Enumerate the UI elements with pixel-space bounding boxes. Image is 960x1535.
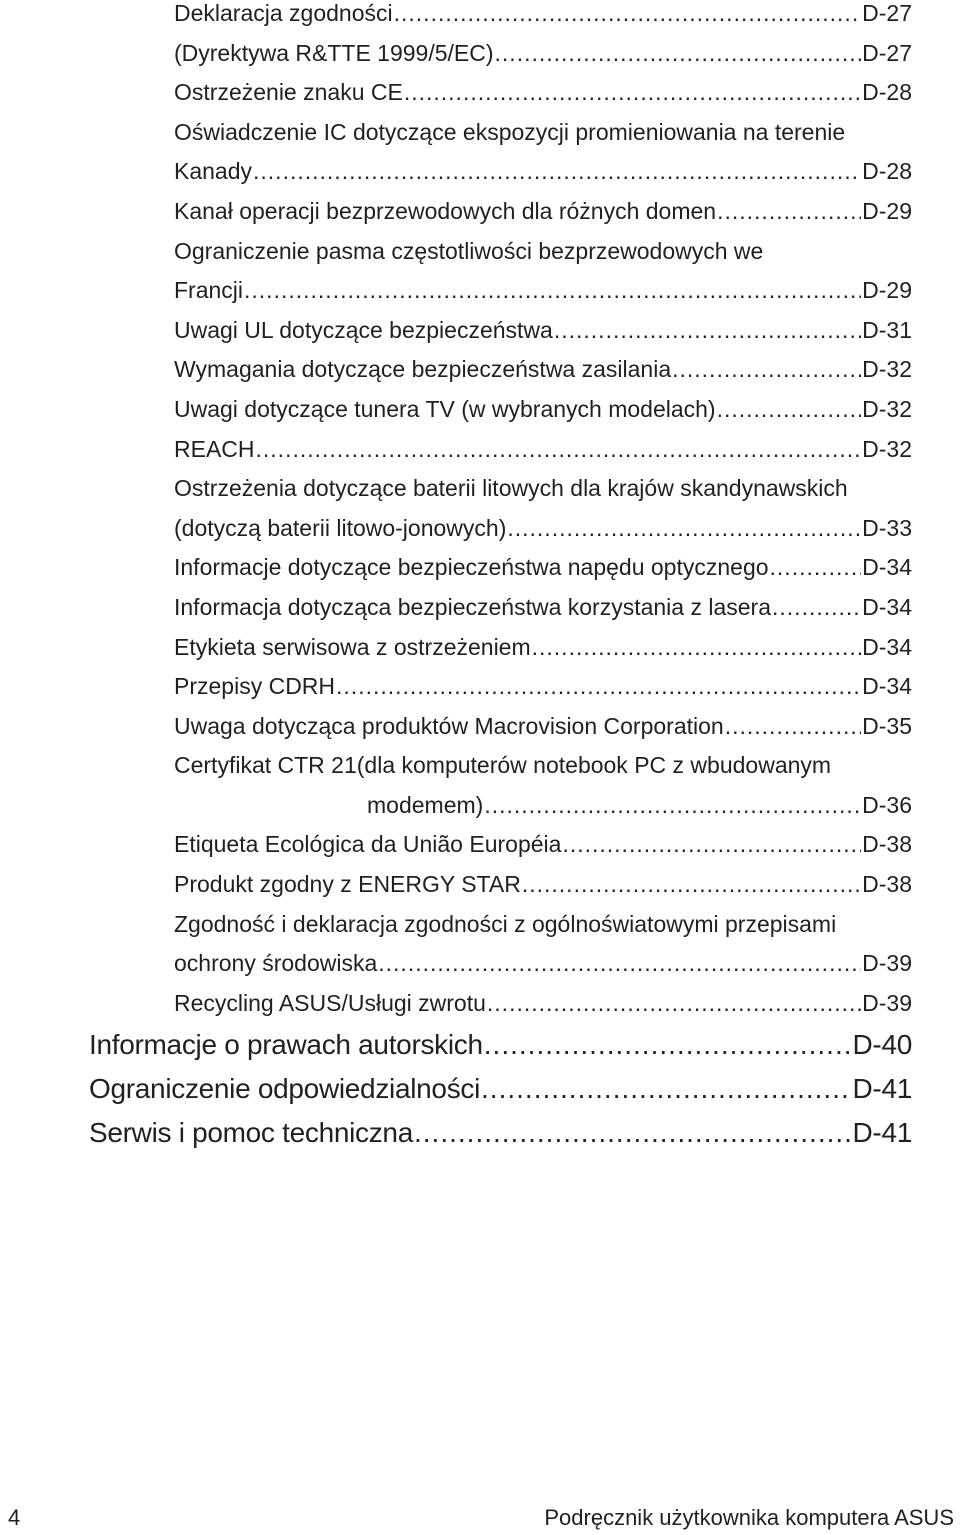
toc-entry-title: Wymagania dotyczące bezpieczeństwa zasilania [174,356,672,383]
toc-leader-dots [770,548,862,588]
toc-entry-page: D-33 [862,514,912,541]
toc-entry[interactable] [174,746,912,786]
toc-entry-title: Uwagi dotyczące tunera TV (w wybranych modelach) [174,395,716,422]
toc-entry-page: D-31 [862,316,912,343]
toc-entry-page: D-32 [862,395,912,422]
toc-leader-dots [717,192,861,232]
toc-entry-title: Etykieta serwisowa z ostrzeżeniem [174,633,531,660]
toc-entry-title: modemem) [367,791,484,818]
toc-entry-page: D-29 [862,197,912,224]
toc-entry-page: D-38 [862,871,912,898]
toc-leader-dots [414,1111,852,1155]
toc-entry-title: Uwaga dotycząca produktów Macrovision Corporation [174,712,724,739]
toc-entry[interactable] [174,628,912,668]
toc-entry-title: Ostrzeżenia dotyczące baterii litowych dla krajów skandynawskich [174,475,848,502]
toc-entry-title: (Dyrektywa R&TTE 1999/5/EC) [174,39,494,66]
toc-entry-page: D-32 [862,356,912,383]
toc-entry-title: Recycling ASUS/Usługi zwrotu [174,989,486,1016]
toc-entry-page: D-28 [862,79,912,106]
toc-entry[interactable] [174,192,912,232]
toc-leader-dots [484,1023,852,1067]
toc-entry[interactable] [174,707,912,747]
toc-entry-title: Serwis i pomoc techniczna [89,1117,413,1149]
toc-entry-page: D-27 [862,39,912,66]
toc-entry[interactable] [89,1023,912,1067]
toc-entry[interactable] [174,588,912,628]
toc-leader-dots [253,152,861,192]
toc-entry[interactable] [89,1067,912,1111]
toc-entry[interactable] [174,0,912,34]
toc-leader-dots [522,865,861,905]
toc-entry-page: D-29 [862,277,912,304]
toc-entry-title: Ograniczenie odpowiedzialności [89,1073,481,1105]
toc-entry[interactable] [174,825,912,865]
toc-entry[interactable] [174,667,912,707]
toc-entry[interactable] [174,984,912,1024]
toc-entry-title: Informacje dotyczące bezpieczeństwa napędu optycznego [174,554,769,581]
toc-entry[interactable] [174,232,912,272]
footer-page-number: 4 [8,1504,21,1530]
page-footer [0,1500,960,1535]
toc-entry-page: D-34 [862,673,912,700]
toc-entry-title: Kanady [174,158,253,185]
toc-leader-dots [484,786,861,826]
toc-entry-title: Zgodność i deklaracja zgodności z ogólnoświatowymi przepisami [174,910,837,937]
toc-entry-title: Etiqueta Ecológica da União Européia [174,831,562,858]
toc-entry[interactable] [174,548,912,588]
toc-entry[interactable] [174,350,912,390]
toc-entry-page: D-40 [852,1029,912,1061]
toc-entry-title: ochrony środowiska [174,950,378,977]
toc-leader-dots [562,825,861,865]
toc-leader-dots [256,430,862,470]
footer-title: Podręcznik użytkownika komputera ASUS [544,1504,954,1530]
toc-entry[interactable] [174,905,912,945]
toc-entry[interactable] [174,34,912,74]
toc-entry[interactable] [174,271,912,311]
toc-entry[interactable] [174,469,912,509]
toc-entry-title: Informacje o prawach autorskich [89,1029,483,1061]
toc-leader-dots [532,628,862,668]
toc-entry[interactable] [89,1111,912,1155]
toc-entry-title: Francji [174,277,244,304]
toc-entry-title: Uwagi UL dotyczące bezpieczeństwa [174,316,553,343]
toc-leader-dots [507,509,861,549]
toc-leader-dots [717,390,862,430]
toc-entry[interactable] [174,73,912,113]
toc-entry-page: D-34 [862,554,912,581]
toc-entry-page: D-38 [862,831,912,858]
toc-entry-page: D-36 [862,791,912,818]
toc-leader-dots [394,0,862,34]
toc-leader-dots [495,34,862,74]
toc-leader-dots [378,944,861,984]
toc-entry[interactable] [174,944,912,984]
toc-entry-title: Ostrzeżenie znaku CE [174,79,403,106]
toc-entry[interactable] [174,865,912,905]
toc-entry-page: D-41 [852,1117,912,1149]
toc-leader-dots [772,588,861,628]
toc-entry[interactable] [174,152,912,192]
toc-entry-title: Ograniczenie pasma częstotliwości bezprzewodowych we [174,237,764,264]
toc-entry-title: Certyfikat CTR 21(dla komputerów notebook PC z wbudowanym [174,752,832,779]
toc-entry-page: D-34 [862,633,912,660]
toc-leader-dots [404,73,861,113]
toc-entry[interactable] [174,311,912,351]
toc-leader-dots [244,271,861,311]
toc-entry[interactable] [367,786,912,826]
toc-leader-dots [554,311,861,351]
toc-entry-title: Informacja dotycząca bezpieczeństwa korzystania z lasera [174,593,772,620]
toc-entry[interactable] [174,113,912,153]
toc-leader-dots [481,1067,851,1111]
toc-leader-dots [672,350,861,390]
toc-entry-page: D-35 [862,712,912,739]
toc-entry-title: Przepisy CDRH [174,673,336,700]
toc-entry-page: D-39 [862,950,912,977]
toc-entry[interactable] [174,430,912,470]
toc-leader-dots [725,707,861,747]
toc-entry-title: REACH [174,435,255,462]
toc-entry-page: D-32 [862,435,912,462]
toc-entry-title: Deklaracja zgodności [174,0,393,26]
toc-entry-title: Produkt zgodny z ENERGY STAR [174,871,521,898]
toc-entry-page: D-34 [862,593,912,620]
toc-entry-page: D-27 [862,0,912,26]
toc-entry-page: D-41 [852,1073,912,1105]
toc-entry-page: D-28 [862,158,912,185]
toc-entry-page: D-39 [862,989,912,1016]
toc-entry[interactable] [174,390,912,430]
toc-leader-dots [487,984,861,1024]
toc-entry-title: (dotyczą baterii litowo-jonowych) [174,514,507,541]
toc-entry[interactable] [174,509,912,549]
toc-entry-title: Oświadczenie IC dotyczące ekspozycji promieniowania na terenie [174,118,846,145]
toc-entry-title: Kanał operacji bezprzewodowych dla różnych domen [174,197,717,224]
toc-leader-dots [336,667,861,707]
